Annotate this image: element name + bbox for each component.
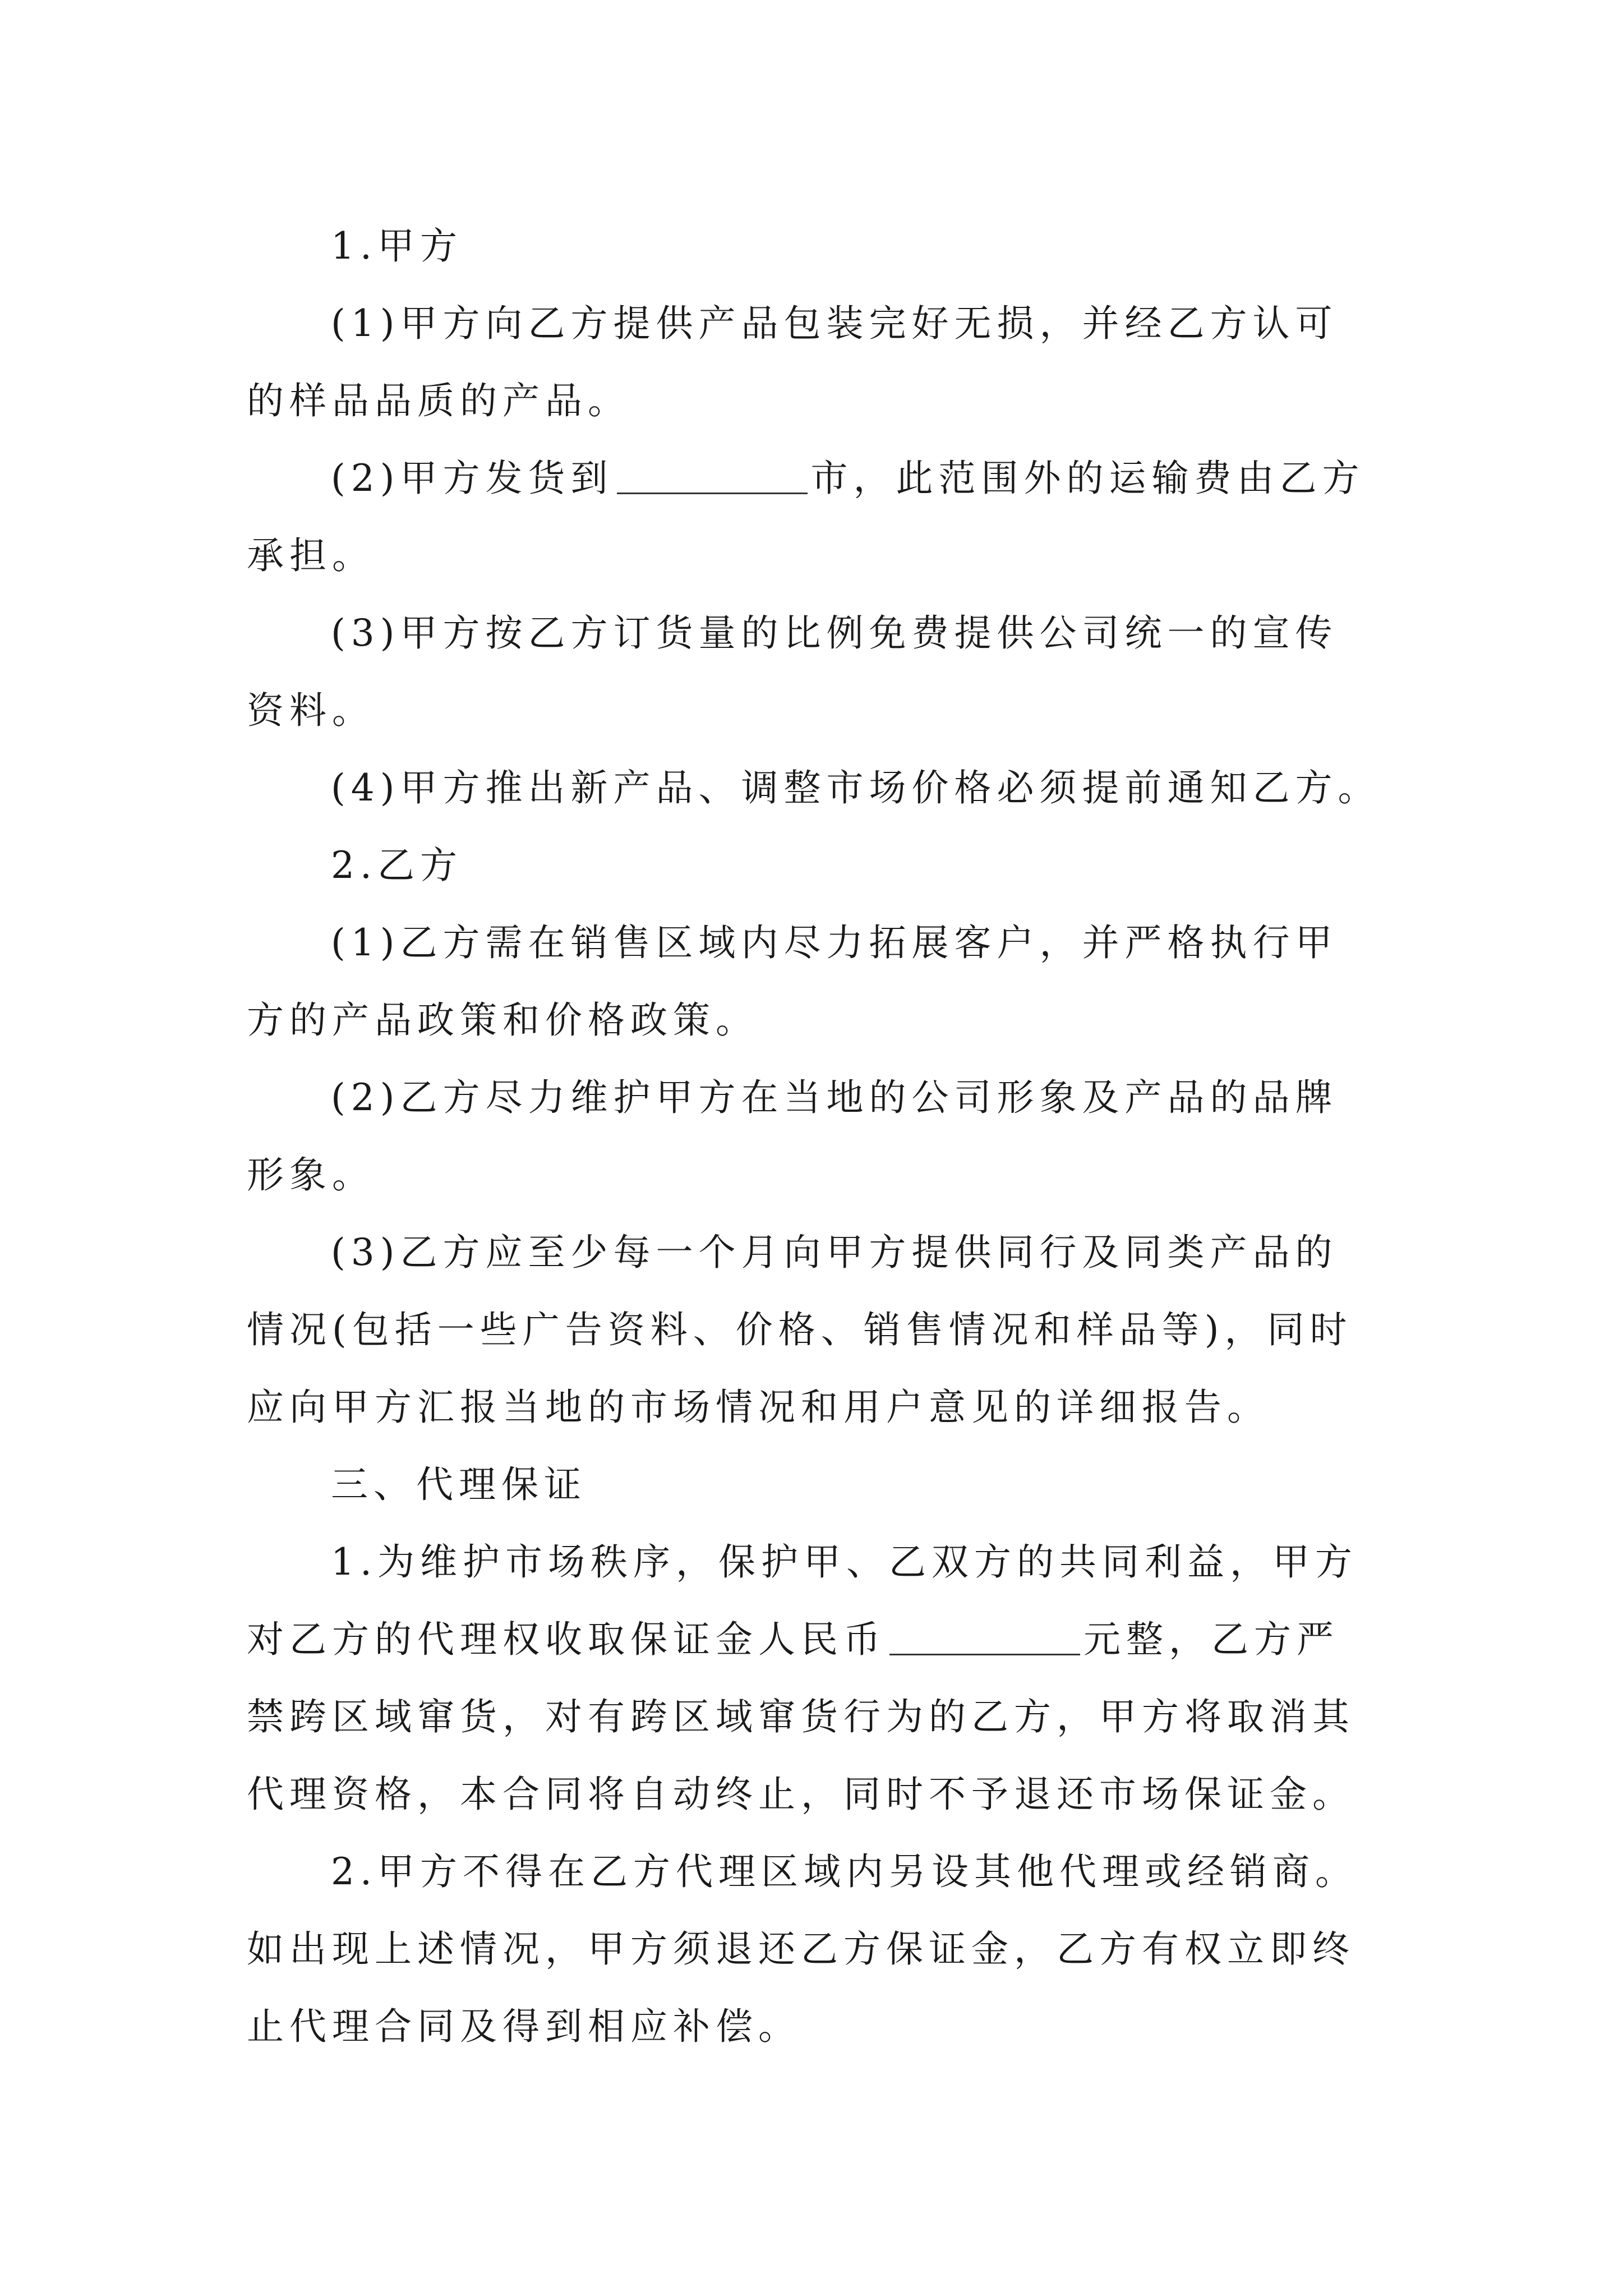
paragraph-line: (3)甲方按乙方订货量的比例免费提供公司统一的宣传 [331, 611, 1338, 655]
paragraph-line: 2.甲方不得在乙方代理区域内另设其他代理或经销商。 [331, 1850, 1358, 1893]
fill-in-blank [617, 455, 808, 494]
paragraph-line: (1)乙方需在销售区域内尽力拓展客户，并严格执行甲 [331, 921, 1338, 964]
text-segment: 市，此范围外的运输费由乙方 [810, 457, 1365, 500]
fill-in-blank [889, 1617, 1080, 1655]
section-heading-party-b: 2.乙方 [331, 844, 463, 887]
text-segment: (2)甲方发货到 [331, 457, 614, 500]
paragraph-line: (3)乙方应至少每一个月向甲方提供同行及同类产品的 [331, 1231, 1338, 1274]
document-body [247, 208, 1385, 2065]
paragraph-line: 止代理合同及得到相应补偿。 [247, 2005, 801, 2048]
paragraph-line: 资料。 [247, 689, 375, 732]
paragraph-line: (1)甲方向乙方提供产品包装完好无损，并经乙方认可 [331, 302, 1338, 345]
paragraph-line: (4)甲方推出新产品、调整市场价格必须提前通知乙方。 [331, 766, 1381, 809]
section-heading-party-a: 1.甲方 [331, 224, 463, 268]
text-segment: 对乙方的代理权收取保证金人民币 [247, 1618, 886, 1661]
paragraph-line: 承担。 [247, 534, 375, 577]
paragraph-line: 1.为维护市场秩序，保护甲、乙双方的共同利益，甲方 [331, 1540, 1358, 1584]
text-segment: 元整，乙方严 [1083, 1618, 1339, 1661]
paragraph-line: 应向甲方汇报当地的市场情况和用户意见的详细报告。 [247, 1386, 1270, 1429]
paragraph-line: 情况(包括一些广告资料、价格、销售情况和样品等)，同时 [247, 1308, 1353, 1351]
paragraph-line: 禁跨区域窜货，对有跨区域窜货行为的乙方，甲方将取消其 [247, 1695, 1355, 1738]
paragraph-line: 代理资格，本合同将自动终止，同时不予退还市场保证金。 [247, 1773, 1355, 1816]
paragraph-line-with-blank [247, 1601, 1385, 1678]
paragraph-line: 的样品品质的产品。 [247, 379, 630, 422]
section-heading-agency-guarantee: 三、代理保证 [331, 1463, 587, 1506]
paragraph-line: 方的产品政策和价格政策。 [247, 999, 758, 1042]
paragraph-line: (2)乙方尽力维护甲方在当地的公司形象及产品的品牌 [331, 1076, 1338, 1119]
paragraph-line: 形象。 [247, 1153, 375, 1197]
paragraph-line: 如出现上述情况，甲方须退还乙方保证金，乙方有权立即终 [247, 1927, 1355, 1971]
paragraph-line-with-blank [247, 440, 1385, 517]
